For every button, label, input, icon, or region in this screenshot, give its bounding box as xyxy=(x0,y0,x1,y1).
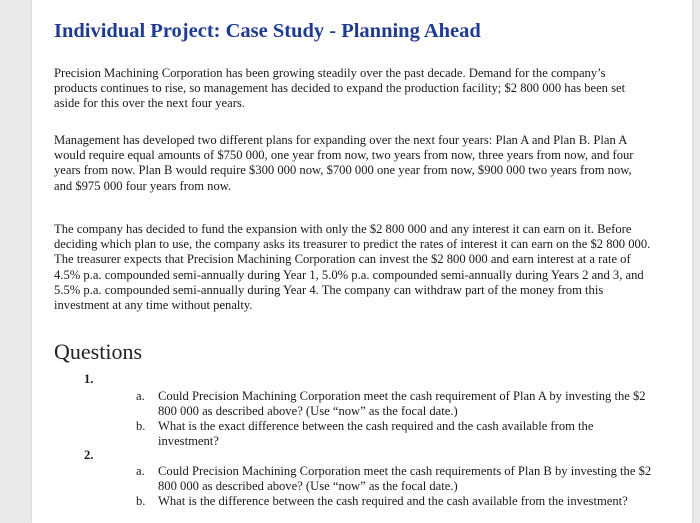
question-2a-text: Could Precision Machining Corporation meet the cash requirements of Plan B by investing the $2 800 000 as described above? (Use “now” as the focal date.) xyxy=(158,464,652,494)
question-1b-text: What is the exact difference between the cash required and the cash available from the investment? xyxy=(158,419,594,449)
question-2a xyxy=(136,464,656,494)
plans-paragraph: Management has developed two different plans for expanding over the next four years: Plan A and Plan B. Plan A would require equal amounts of $750 000, one year from now, two years from now, three years from now, and four years from now. Plan B would require $300 000 now, $700 000 one year from now, $900 000 two years from now, and $975 000 four years from now. xyxy=(54,133,634,193)
page-title: Individual Project: Case Study - Planning Ahead xyxy=(54,20,481,42)
questions-heading: Questions xyxy=(54,339,142,364)
question-1a xyxy=(136,389,656,419)
question-2-number: 2. xyxy=(84,448,94,462)
question-2a-letter: a. xyxy=(136,464,145,478)
funding-paragraph: The company has decided to fund the expansion with only the $2 800 000 and any interest it can earn on it. Before deciding which plan to use, the company asks its treasurer to predict the rates of interest it can earn on the $2 800 000. The treasurer expects that Precision Machining Corporation can invest the $2 800 000 and earn interest at a rate of 4.5% p.a. compounded semi-annually during Year 1, 5.0% p.a. compounded semi-annually during Years 2 and 3, and 5.5% p.a. compounded semi-annually during Year 4. The company can withdraw part of the money from this investment at any time without penalty. xyxy=(54,222,651,313)
question-1b-letter: b. xyxy=(136,419,146,433)
question-1b xyxy=(136,419,656,449)
question-1-number: 1. xyxy=(84,372,94,386)
question-2b xyxy=(136,494,656,509)
question-1a-text: Could Precision Machining Corporation meet the cash requirement of Plan A by investing the $2 800 000 as described above? (Use “now” as the focal date.) xyxy=(158,389,646,419)
question-1a-letter: a. xyxy=(136,389,145,403)
document-page xyxy=(32,0,692,523)
intro-paragraph: Precision Machining Corporation has been growing steadily over the past decade. Demand for the company’s products continues to rise, so management has decided to expand the production facility; $2 800 000 has been set aside for this over the next four years. xyxy=(54,66,626,111)
question-2b-letter: b. xyxy=(136,494,146,508)
question-2b-text: What is the difference between the cash required and the cash available from the investment? xyxy=(158,494,628,508)
